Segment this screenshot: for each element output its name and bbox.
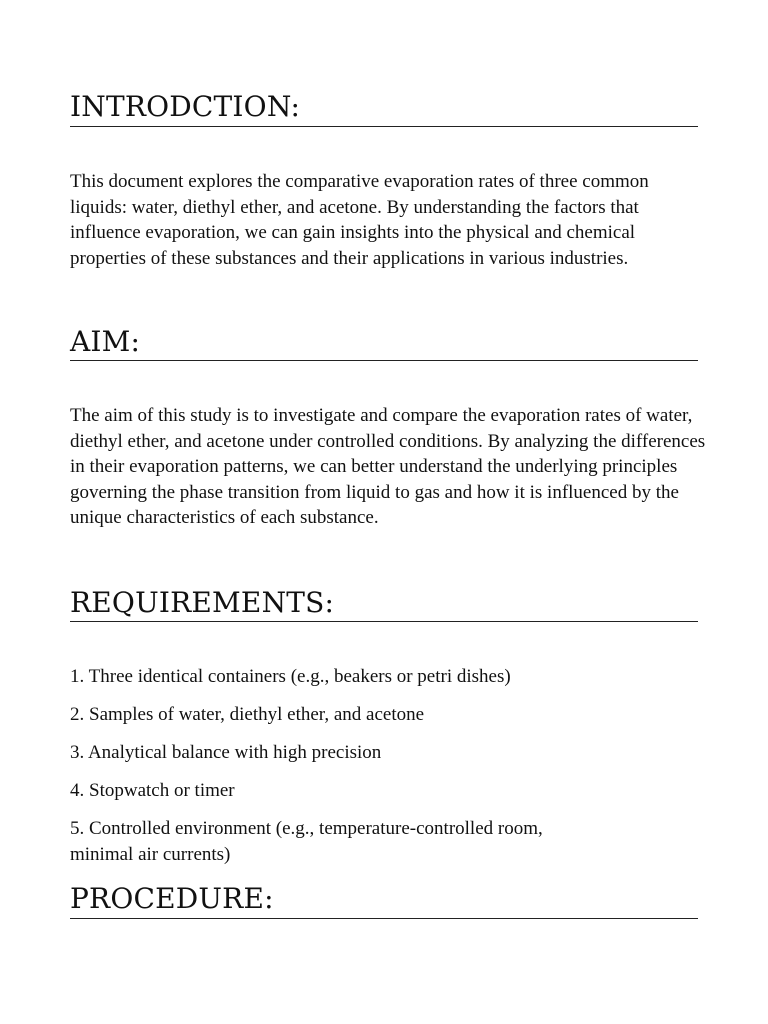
requirement-item-4: 4. Stopwatch or timer bbox=[70, 780, 235, 801]
aim-divider bbox=[70, 360, 698, 361]
requirements-divider bbox=[70, 621, 698, 622]
introduction-paragraph: This document explores the comparative evaporation rates of three common liquids: water, diethyl ether, and acetone. By understanding the factors that influence evaporation, we can gain insights into the physical and chemical properties of these substances and their applications in various industries. bbox=[70, 171, 649, 269]
aim-paragraph: The aim of this study is to investigate and compare the evaporation rates of water, diethyl ether, and acetone under controlled conditions. By analyzing the differences in their evaporation patterns, we can better understand the underlying principles governing the phase transition from liquid to gas and how it is influenced by the unique characteristics of each substance. bbox=[70, 405, 706, 529]
introduction-divider bbox=[70, 126, 698, 127]
requirement-item-1: 1. Three identical containers (e.g., beakers or petri dishes) bbox=[70, 666, 511, 687]
procedure-divider bbox=[70, 918, 698, 919]
requirement-item-3: 3. Analytical balance with high precision bbox=[70, 742, 382, 763]
requirement-item-2: 2. Samples of water, diethyl ether, and acetone bbox=[70, 704, 425, 725]
aim-heading: AIM: bbox=[70, 325, 141, 358]
introduction-heading: INTRODCTION: bbox=[70, 90, 301, 123]
procedure-heading: PROCEDURE: bbox=[70, 882, 274, 915]
requirement-item-5: 5. Controlled environment (e.g., temperature-controlled room, minimal air currents) bbox=[70, 818, 543, 865]
requirements-heading: REQUIREMENTS: bbox=[70, 586, 335, 619]
